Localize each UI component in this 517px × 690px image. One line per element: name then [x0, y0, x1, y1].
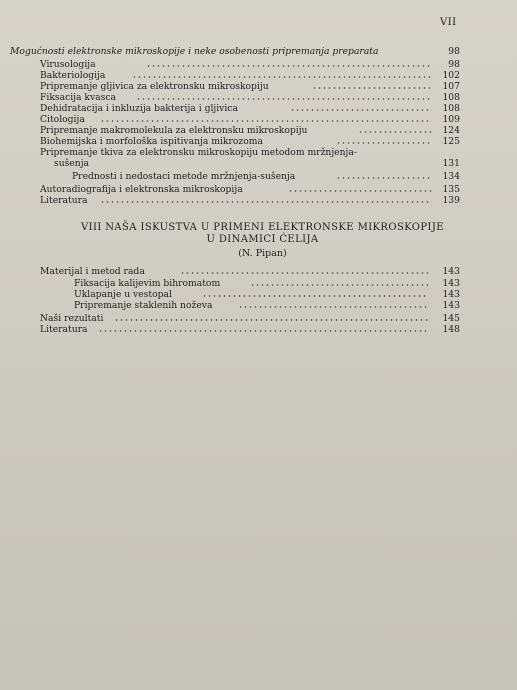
- toc-entry-label: Virusologija: [40, 59, 96, 70]
- chapter-title-line2: U DINAMICI ĆELIJA: [206, 234, 319, 245]
- toc-entry-page: 109: [442, 114, 460, 125]
- toc-entry-label: Biohemijska i morfološka ispitivanja mikrozoma: [40, 136, 263, 147]
- toc-entry-page: 143: [442, 266, 460, 277]
- toc-entry-page: 108: [442, 103, 460, 114]
- toc-entry-label: Literatura: [40, 324, 88, 335]
- toc-entry-page: 125: [442, 136, 460, 147]
- toc-entry-page: 98: [448, 59, 460, 70]
- dot-leader: [312, 87, 432, 89]
- toc-entry-label: Citologija: [40, 114, 85, 125]
- chapter-author: (N. Pipan): [238, 248, 287, 259]
- toc-entry-page: 134: [442, 171, 460, 182]
- toc-subentry: [72, 171, 460, 183]
- toc-entry-page: 135: [442, 184, 460, 195]
- dot-leader: [100, 201, 432, 203]
- toc-heading-label: Mogućnosti elektronske mikroskopije i neke osobenosti pripremanja preparata: [10, 46, 379, 57]
- toc-entry-page: 108: [442, 92, 460, 103]
- toc-entry-label: Prednosti i nedostaci metode mržnjenja-sušenja: [72, 171, 296, 182]
- dot-leader: [336, 142, 432, 144]
- toc-heading: [10, 46, 460, 58]
- toc-entry-page: 145: [442, 313, 460, 324]
- toc-entry-label: Pripremanje tkiva za elektronsku mikroskopiju metodom mržnjenja-: [40, 147, 357, 158]
- chapter-title-line1: VIII NAŠA ISKUSTVA U PRIMENI ELEKTRONSKE MIKROSKOPIJE: [81, 222, 444, 233]
- toc-entry-multiline-second: [54, 158, 460, 170]
- dot-leader: [114, 319, 428, 321]
- toc-subentry: [74, 300, 460, 312]
- dot-leader: [288, 190, 432, 192]
- dot-leader: [358, 131, 432, 133]
- page-number: VII: [440, 17, 457, 28]
- dot-leader: [250, 284, 428, 286]
- toc-entry-page: 102: [442, 70, 460, 81]
- dot-leader: [136, 98, 432, 100]
- dot-leader: [146, 65, 432, 67]
- toc-entry-page: 143: [442, 300, 460, 311]
- dot-leader: [100, 120, 432, 122]
- toc-entry-label: Autoradiografija i elektronska mikroskopija: [40, 184, 243, 195]
- toc-entry-label: Literatura: [40, 195, 88, 206]
- toc-entry-page: 148: [442, 324, 460, 335]
- toc-entry: [40, 266, 460, 278]
- dot-leader: [238, 306, 428, 308]
- toc-entry-label: Fiksacija kalijevim bihromatom: [74, 278, 221, 289]
- dot-leader: [132, 76, 432, 78]
- toc-entry-label: Dehidratacija i inkluzija bakterija i gljivica: [40, 103, 238, 114]
- toc-entry-page: 143: [442, 278, 460, 289]
- toc-entry-page: 107: [442, 81, 460, 92]
- toc-entry-label: Pripremanje gljivica za elektronsku mikroskopiju: [40, 81, 269, 92]
- toc-entry-page: 131: [442, 158, 460, 169]
- toc-entry-page: 124: [442, 125, 460, 136]
- dot-leader: [180, 272, 428, 274]
- dot-leader: [290, 109, 432, 111]
- dot-leader: [202, 295, 428, 297]
- toc-entry-label: Naši rezultati: [40, 313, 104, 324]
- dot-leader: [336, 177, 432, 179]
- toc-entry-label: Pripremanje staklenih noževa: [74, 300, 213, 311]
- toc-entry-label-cont: sušenja: [54, 158, 90, 169]
- toc-entry-page: 139: [442, 195, 460, 206]
- toc-entry: [40, 195, 460, 207]
- dot-leader: [98, 330, 428, 332]
- toc-entry-label: Fiksacija kvasca: [40, 92, 116, 103]
- toc-entry: [40, 324, 460, 336]
- toc-entry-label: Uklapanje u vestopal: [74, 289, 172, 300]
- toc-entry-label: Materijal i metod rada: [40, 266, 145, 277]
- toc-entry-label: Pripremanje makromolekula za elektronsku mikroskopiju: [40, 125, 308, 136]
- toc-heading-page: 98: [448, 46, 460, 57]
- toc-entry-label: Bakteriologija: [40, 70, 106, 81]
- toc-entry-page: 143: [442, 289, 460, 300]
